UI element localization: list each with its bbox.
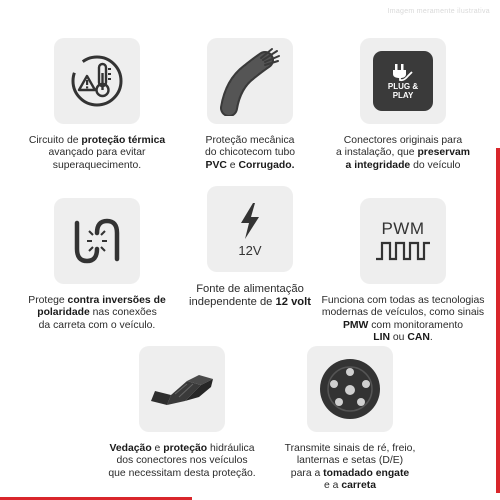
watermark: Imagem meramente ilustrativa	[387, 8, 490, 15]
feature-card-pwm	[318, 198, 488, 345]
emphasis-text: LIN	[373, 332, 390, 344]
emphasis-text: PMW	[342, 319, 369, 331]
emphasis-text: carreta	[341, 480, 376, 492]
feature-card-pvc	[175, 38, 325, 172]
feature-text: Transmite sinais de ré, freio, lanternas e setas (D/E) para a tomadado engate e a carreta	[284, 443, 416, 492]
plug-and-play-icon	[373, 51, 433, 111]
feature-card-polarity	[22, 198, 172, 332]
feature-card-12v	[175, 186, 325, 310]
feature-icon-box	[360, 198, 446, 284]
feature-text: Fonte de alimentação independente de 12 volt	[189, 283, 311, 309]
emphasis-text: contra inversões de	[67, 295, 166, 306]
lightning-icon	[235, 201, 265, 241]
emphasis-text: Vedação	[109, 443, 152, 454]
emphasis-text: Corrugado.	[238, 159, 295, 171]
emphasis-text: PVC	[205, 159, 227, 171]
emphasis-text: proteção térmica	[81, 135, 166, 146]
feature-text: Funciona com todas as tecnologias modernas de veículos, como sinais PMW com monitoramento LIN ou CAN.	[321, 295, 485, 344]
emphasis-text: CAN	[407, 332, 430, 344]
emphasis-text: a integridade	[345, 159, 411, 171]
sealed-connector-icon	[147, 361, 217, 417]
feature-icon-box	[207, 38, 293, 124]
emphasis-text: 12 volt	[275, 296, 311, 309]
polarity-protection-icon	[65, 209, 129, 273]
feature-icon-box	[207, 186, 293, 272]
pwm-label: PWM	[381, 219, 425, 238]
plug-icon	[390, 62, 416, 82]
accent-bar-right	[496, 148, 500, 493]
corrugated-tube-icon	[215, 46, 285, 116]
emphasis-text: preservam	[417, 147, 471, 159]
feature-text: Circuito de proteção térmica avançado para evitar superaquecimento.	[28, 135, 166, 171]
feature-icon-box	[307, 346, 393, 432]
emphasis-text: proteção	[163, 443, 208, 454]
pwm-signal-icon	[374, 239, 432, 263]
thermometer-warning-icon	[65, 49, 129, 113]
feature-text: Vedação e proteção hidráulica dos conectores nos veículos que necessitam desta proteção.	[108, 443, 256, 479]
feature-card-thermal	[22, 38, 172, 172]
voltage-label: 12V	[238, 242, 262, 258]
plug-label-1: PLUG &	[387, 82, 419, 91]
feature-card-sealing	[102, 346, 262, 480]
feature-icon-box	[360, 38, 446, 124]
feature-card-connectors	[328, 38, 478, 172]
feature-icon-box	[54, 198, 140, 284]
emphasis-text: tomadado engate	[323, 467, 410, 479]
emphasis-text: polaridade	[37, 307, 90, 319]
feature-text: Protege contra inversões de polaridade nas conexões da carreta com o veículo.	[28, 295, 166, 331]
plug-label-2: PLAY	[392, 91, 414, 100]
feature-icon-box	[54, 38, 140, 124]
feature-text: Proteção mecânica do chicotecom tubo PVC e Corrugado.	[204, 135, 296, 171]
feature-card-tow-socket	[270, 346, 430, 493]
tow-socket-icon	[317, 356, 383, 422]
feature-text: Conectores originais para a instalação, que preservam a integridade do veículo	[335, 135, 471, 171]
feature-icon-box	[139, 346, 225, 432]
